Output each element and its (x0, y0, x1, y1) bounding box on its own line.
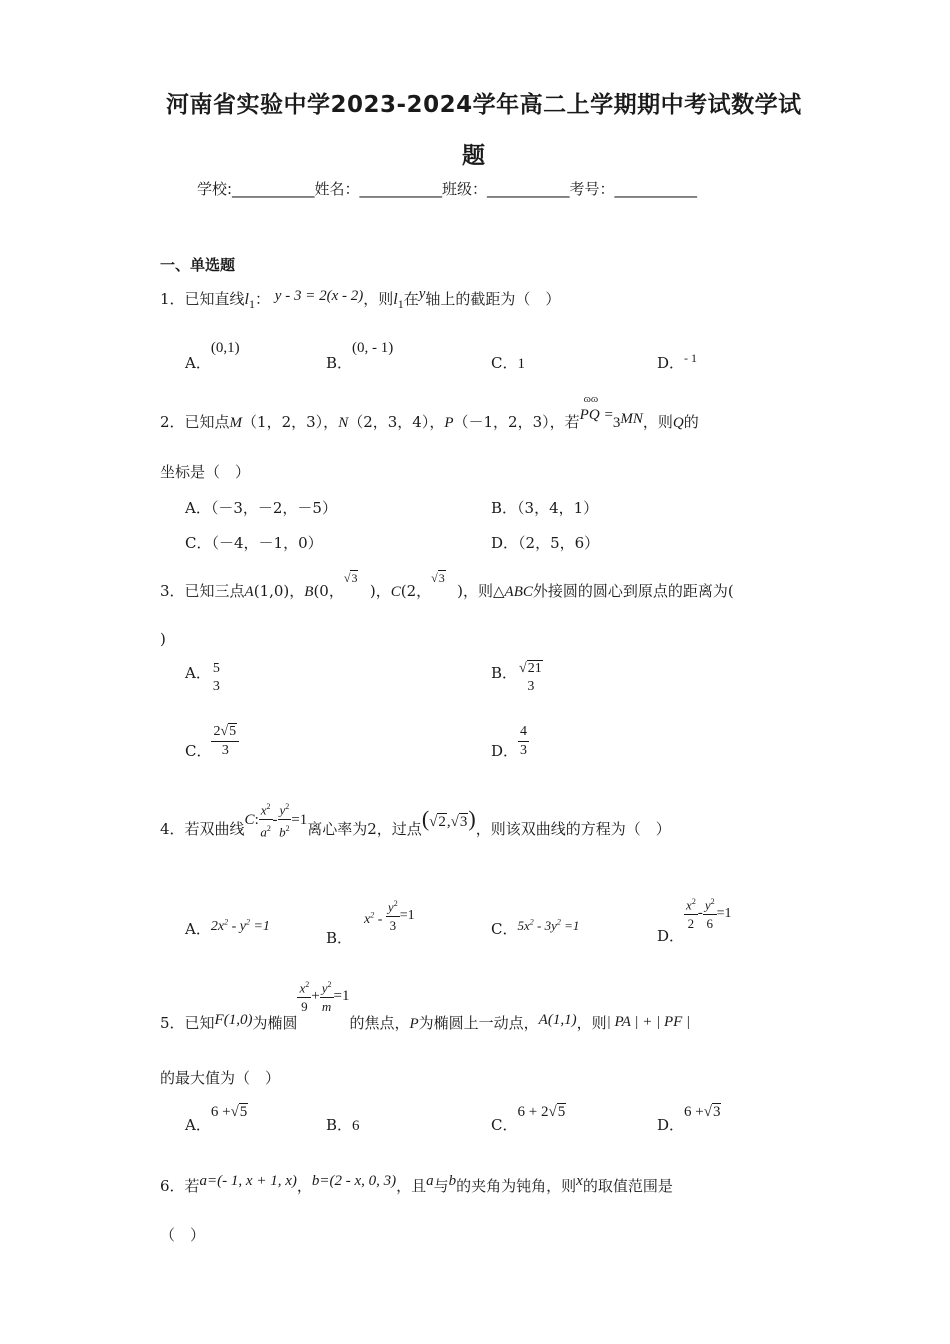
page-title: 河南省实验中学2023-2024学年高二上学期期中考试数学试 (166, 92, 802, 118)
q5-option-a[interactable]: A．6 +√5 (185, 1104, 248, 1134)
question-2 (160, 393, 699, 432)
option-value: (0,1) (210, 340, 240, 356)
q2-MN: MN (620, 411, 643, 427)
q5-mid3: 为椭圆上一动点， (418, 1014, 539, 1033)
q2-Mc: （1，2，3）， (242, 413, 339, 431)
option-value: (0, - 1) (352, 340, 394, 356)
question-3 (160, 571, 734, 601)
q2-option-b[interactable] (491, 497, 598, 518)
den: 2 (687, 916, 695, 932)
question-6 (160, 1175, 673, 1196)
q5-frac1: $\frac{x^2}{9}$ (297, 976, 311, 1016)
q2-N: N (338, 415, 349, 431)
q3-tail: 外接圆的圆心到原点的距离为( (532, 582, 734, 600)
q1-suffix: 轴上的截距为（ ） (425, 290, 561, 308)
q2-line2: 坐标是（ ） (160, 463, 251, 481)
option-value: （－4，－1，0） (211, 534, 323, 552)
q5-option-c[interactable]: C．6 + 2√5 (491, 1104, 566, 1134)
q6-eqa: =(- 1, x + 1, x) (207, 1173, 297, 1189)
option-value-a: 6 + 2 (517, 1104, 549, 1120)
q3-prefix: 3．已知三点 (160, 582, 245, 600)
option-label: B． (326, 1116, 353, 1134)
q1-colon: ： (255, 290, 271, 308)
den: 9 (301, 999, 308, 1015)
option-value: - 1 (684, 351, 698, 365)
q3-sqrt3-b: √3 (431, 571, 445, 585)
q6-line2: （ ） (160, 1226, 206, 1244)
q2-3: 3 (612, 415, 621, 431)
option-value: （－3，－2，－5） (210, 499, 337, 517)
option-value: 6 (352, 1118, 360, 1134)
q2-option-c[interactable] (185, 532, 323, 553)
option-rad: 3 (712, 1104, 721, 1120)
option-label: B． (491, 499, 518, 517)
q3-option-b[interactable] (491, 660, 545, 696)
option-label: B． (491, 664, 518, 682)
q4-point: (√2,√3) (421, 805, 476, 831)
q6-b: b (311, 1173, 320, 1189)
q5-F: F(1,0) (214, 1012, 253, 1029)
frac-den: 3 (221, 743, 229, 758)
student-info-line: 学校:___________姓名：___________班级：___________考号：___________ (197, 180, 698, 198)
q1-y: y (418, 286, 426, 302)
q3-option-a[interactable] (185, 660, 222, 696)
q1-option-c[interactable] (491, 352, 525, 373)
q4-frac1 (259, 798, 273, 842)
option-label: B． (326, 929, 353, 948)
option-label: C． (185, 741, 212, 760)
q6-mid2: 与 (433, 1177, 449, 1195)
q3-line2: ) (160, 630, 166, 648)
eq: =1 (291, 811, 308, 828)
q3-B: B (304, 584, 314, 600)
q6-b2: b (448, 1173, 457, 1189)
q6-mid3: 的夹角为钝角，则 (456, 1177, 577, 1195)
q1-mid: ，则 (363, 290, 394, 308)
question-1 (160, 288, 560, 312)
q5-frac2: $\frac{y^2}{m}$ (320, 976, 334, 1016)
frac-den: 3 (527, 679, 535, 694)
option-rad: 5 (557, 1104, 566, 1120)
q1-option-b[interactable] (326, 336, 394, 372)
q6-comma: ， (296, 1177, 312, 1195)
option-value: 1 (517, 356, 525, 372)
fraction: $\frac{y^2}{6}$ (703, 893, 717, 933)
q4-option-a[interactable] (185, 918, 270, 939)
q5-option-b[interactable] (326, 1114, 360, 1135)
q3-sqrt3-a: √3 (343, 571, 358, 585)
q6-a: a (199, 1173, 208, 1189)
rad: 2 (438, 813, 446, 830)
q2-Nc: （2，3，4）， (348, 413, 445, 431)
q1-l2: l (393, 291, 398, 308)
q6-eqb: =(2 - x, 0, 3) (319, 1173, 397, 1189)
q2-tail2: 的 (683, 413, 699, 431)
q3-rad: 3 (351, 571, 358, 585)
q5-mid: 为椭圆 (252, 1014, 298, 1033)
rad: 3 (459, 813, 468, 830)
frac-rad: 5 (229, 724, 237, 739)
q1-sub: 1 (249, 297, 255, 311)
option-label: C． (185, 534, 212, 552)
q4-colon: : (254, 811, 259, 828)
q1-l: l (244, 291, 249, 308)
option-label: A． (185, 354, 211, 372)
q6-tail: 的取值范围是 (582, 1177, 673, 1195)
q5-mid2: 的焦点， (349, 1014, 410, 1033)
section-heading: 一、单选题 (160, 256, 236, 274)
option-label: D． (491, 534, 519, 552)
q6-x: x (576, 1173, 583, 1189)
eq: =1 (333, 988, 350, 1005)
frac-num: 5 (212, 661, 220, 676)
q2-Pc: （－1，2，3），若 (453, 413, 580, 431)
q2-vector (579, 393, 613, 424)
q2-option-d[interactable] (491, 532, 599, 553)
q3-Cc2: )，则△ (457, 582, 505, 600)
option-label: D． (491, 741, 519, 760)
q4-tail: ，则该双曲线的方程为（ ） (475, 819, 671, 838)
q5-option-d[interactable]: D．6 +√3 (657, 1104, 721, 1134)
page-title-cont: 题 (462, 143, 486, 169)
option-label: A． (185, 664, 211, 682)
q1-equation: y - 3 = 2(x - 2) (274, 288, 364, 304)
frac-den: 3 (212, 679, 220, 694)
plus: + (311, 988, 320, 1005)
b: b (279, 824, 286, 840)
minus: - (272, 811, 278, 828)
option-value: （3，4，1） (517, 499, 599, 517)
sup: 2 (266, 824, 271, 834)
a: a (260, 824, 267, 840)
q1-option-d[interactable] (657, 352, 697, 373)
option-rad: 5 (239, 1104, 248, 1120)
q5-prefix: 5．已知 (160, 1014, 215, 1033)
q2-P: P (444, 415, 454, 431)
q3-Bc2: )， (369, 582, 391, 600)
y: y (321, 980, 328, 996)
q1-sub2: 1 (397, 297, 404, 311)
question-4 (160, 802, 671, 852)
q4-mid: 离心率为2，过点 (307, 819, 422, 838)
fraction (211, 660, 222, 696)
option-label: C． (491, 1116, 518, 1134)
q4-option-c[interactable] (491, 918, 579, 939)
option-label: A． (185, 920, 211, 938)
option-value: $2x^2 - y^2 =1$ (210, 917, 270, 934)
q5-A: A(1,1) (538, 1012, 577, 1029)
q5-mid4: ，则 (576, 1014, 607, 1033)
fraction: $\frac{2√5}{3}$ (211, 723, 239, 760)
q5-P: P (409, 1016, 419, 1033)
x: x (299, 980, 306, 996)
option-label: D． (657, 1116, 685, 1134)
q3-Cc: (2， (400, 582, 432, 600)
q4-option-d[interactable]: D． $\frac{x^2}{2}$ - $\frac{y^2}{6}$ =1 (657, 893, 732, 933)
q3-rad2: 3 (438, 571, 445, 585)
q3-option-d[interactable] (491, 723, 529, 760)
option-label: C． (491, 354, 518, 372)
q2-tail: ，则 (642, 413, 673, 431)
q4-C: C (244, 811, 255, 828)
den: m (321, 999, 332, 1015)
sup: 2 (285, 824, 290, 834)
q6-mid: ，且 (396, 1177, 427, 1195)
q3-C: C (390, 584, 401, 600)
option-label: D． (657, 927, 685, 946)
option-value-a: 6 + (684, 1104, 704, 1120)
q3-Ac: (1,0)， (253, 582, 305, 600)
frac-rad: 21 (527, 661, 542, 676)
q2-option-a[interactable] (185, 497, 337, 518)
q6-prefix: 6．若 (160, 1177, 200, 1195)
option-label: B． (326, 354, 353, 372)
question-5 (160, 976, 691, 1033)
frac-num: 4 (518, 723, 529, 742)
q5-expr: | PA | + | PF | (606, 1014, 691, 1031)
q4-prefix: 4．若双曲线 (160, 819, 245, 838)
x: x (260, 802, 267, 818)
q3-option-c[interactable] (185, 723, 239, 760)
q1-option-a[interactable] (185, 336, 240, 372)
q2-prefix: 2．已知点 (160, 413, 230, 431)
q1-mid2: 在 (403, 290, 419, 308)
sup: 2 (266, 802, 271, 811)
frac-den: 3 (520, 743, 528, 758)
q4-option-b[interactable]: B．$x^2$ - $\frac{y^2}{3}$ =1 (326, 895, 415, 935)
option-value: $5x^2 - 3y^2 =1$ (517, 917, 580, 933)
q2-M: M (229, 415, 243, 431)
q3-Bc: (0， (313, 582, 344, 600)
q2-Q: Q (672, 415, 684, 431)
frac-coef: 2 (213, 724, 221, 739)
den: 6 (706, 916, 713, 932)
option-label: D． (657, 354, 685, 372)
y: y (279, 802, 286, 818)
fraction: √21 3 (517, 660, 545, 696)
option-value: （2，5，6） (518, 534, 600, 552)
den: 3 (389, 918, 397, 934)
q1-prefix: 1．已知直线 (160, 290, 245, 308)
fraction (518, 723, 529, 760)
q4-frac2 (278, 798, 292, 842)
q5-line2: 的最大值为（ ） (160, 1069, 281, 1087)
q2-eq: = (604, 407, 613, 423)
fraction: $\frac{x^2}{2}$ (684, 893, 698, 933)
q6-a2: a (426, 1173, 434, 1189)
option-label: C． (491, 920, 518, 938)
sup: 2 (285, 802, 290, 811)
option-value-a: 6 + (210, 1104, 231, 1120)
option-value: $x^2$ - (364, 910, 386, 928)
q3-A: A (244, 584, 254, 600)
q3-ABC: ABC (504, 584, 533, 600)
vector-arrow-icon: ɷɷ (583, 393, 599, 405)
option-label: A． (185, 1116, 211, 1134)
q2-PQ: PQ (579, 407, 600, 423)
option-label: A． (185, 499, 211, 517)
fraction: $\frac{y^2}{3}$ (386, 895, 400, 935)
